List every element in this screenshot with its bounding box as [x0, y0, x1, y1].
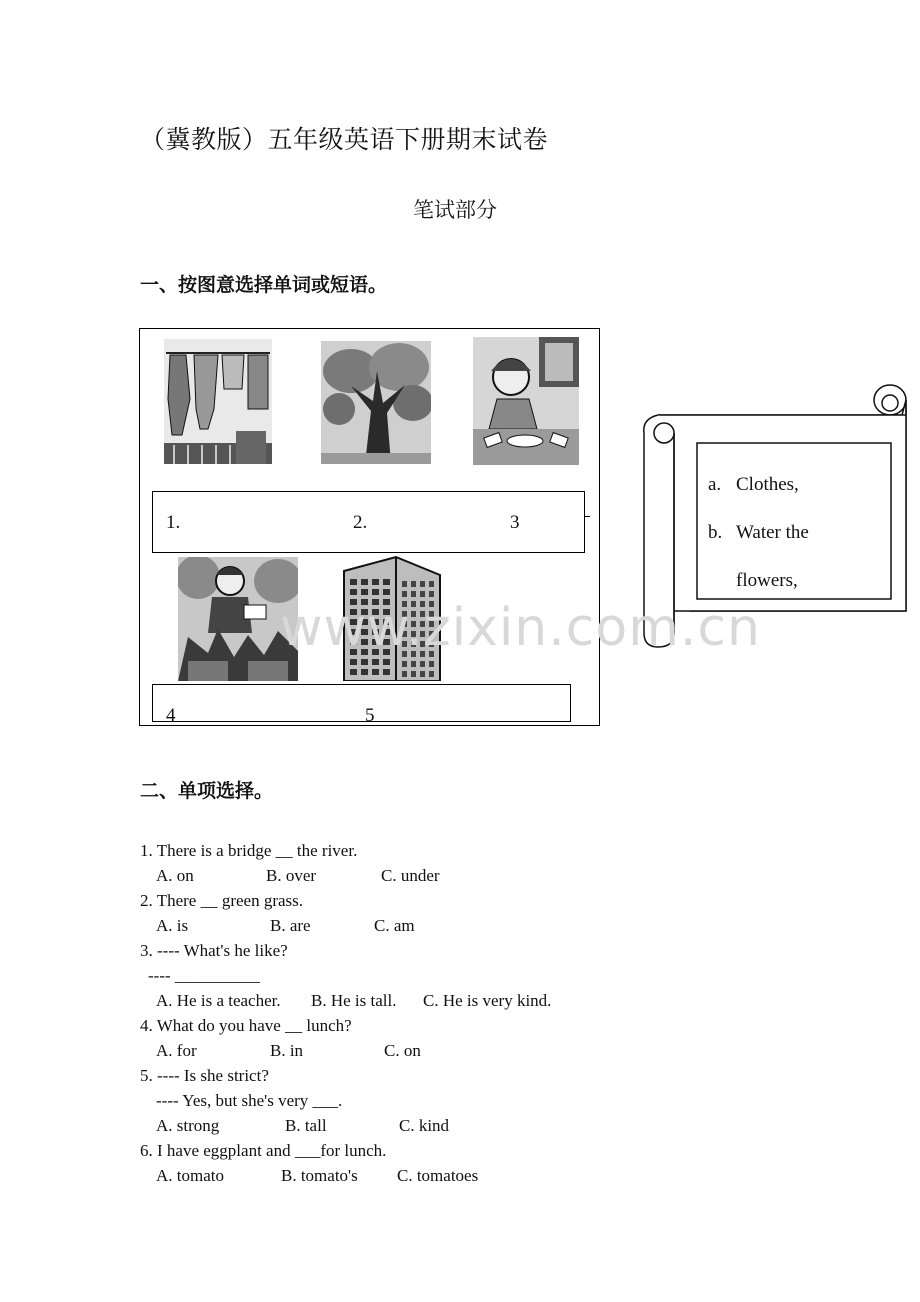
- section2-heading: 二、单项选择。: [140, 780, 274, 802]
- answer-label-5: 5: [365, 705, 375, 722]
- option-a-letter: a.: [708, 474, 722, 495]
- question-6-stem: 6. I have eggplant and ___for lunch.: [140, 1141, 387, 1160]
- question-1: [140, 838, 740, 888]
- question-5-stem: 5. ---- Is she strict?: [140, 1066, 269, 1085]
- q5-choice-a: A. strong: [156, 1116, 220, 1135]
- q6-choice-c: C. tomatoes: [397, 1166, 479, 1185]
- page-subtitle: 笔试部分: [413, 198, 497, 222]
- q1-choice-b: B. over: [266, 866, 317, 885]
- answer-row-2: [152, 684, 571, 722]
- question-4-stem: 4. What do you have __ lunch?: [140, 1016, 352, 1035]
- answer-row-1: [152, 491, 585, 553]
- q5-choice-c: C. kind: [399, 1116, 450, 1135]
- q3-choice-b: B. He is tall.: [311, 991, 397, 1010]
- q3-choice-c: C. He is very kind.: [423, 991, 552, 1010]
- q2-choice-a: A. is: [156, 916, 189, 935]
- question-5-stem2: ---- Yes, but she's very ___.: [156, 1091, 343, 1110]
- q1-choice-a: A. on: [156, 866, 194, 885]
- question-3-stem: 3. ---- What's he like?: [140, 941, 288, 960]
- q2-choice-b: B. are: [270, 916, 311, 935]
- q6-choice-b: B. tomato's: [281, 1166, 358, 1185]
- option-b-cont-text: flowers,: [736, 570, 798, 591]
- picture-exercise-box: [139, 328, 600, 726]
- tree-icon: [321, 341, 431, 464]
- answer-label-2: 2.: [353, 512, 368, 533]
- clothesline-icon: [164, 339, 272, 464]
- option-b: [708, 509, 809, 557]
- q4-choice-c: C. on: [384, 1041, 421, 1060]
- q5-choice-b: B. tall: [285, 1116, 327, 1135]
- question-3-stem2: ---- __________: [148, 966, 260, 985]
- q4-choice-a: A. for: [156, 1041, 197, 1060]
- option-b-text: Water the: [736, 522, 809, 543]
- answer-label-4: 4: [166, 705, 176, 722]
- question-2-stem: 2. There __ green grass.: [140, 891, 304, 910]
- question-4: [140, 1013, 740, 1063]
- q3-choice-a: A. He is a teacher.: [156, 991, 281, 1010]
- q2-choice-c: C. am: [374, 916, 415, 935]
- q1-choice-c: C. under: [381, 866, 440, 885]
- question-3: [140, 938, 740, 1013]
- option-a: [708, 461, 809, 509]
- question-list: [140, 838, 740, 1188]
- question-6: [140, 1138, 740, 1188]
- q6-choice-a: A. tomato: [156, 1166, 224, 1185]
- section1-heading: 一、按图意选择单词或短语。: [140, 274, 388, 296]
- question-2: [140, 888, 740, 938]
- girl-setting-table-icon: [473, 337, 579, 465]
- question-1-stem: 1. There is a bridge __ the river.: [140, 841, 358, 860]
- watermark: www.zixin.com.cn: [280, 598, 761, 658]
- divider: [584, 516, 590, 517]
- option-a-text: Clothes,: [736, 474, 799, 495]
- q4-choice-b: B. in: [270, 1041, 304, 1060]
- answer-label-1: 1.: [166, 512, 181, 533]
- page-title: （冀教版）五年级英语下册期末试卷: [140, 125, 549, 154]
- question-5: [140, 1063, 740, 1138]
- option-b-letter: b.: [708, 522, 723, 543]
- answer-label-3: 3: [510, 512, 520, 533]
